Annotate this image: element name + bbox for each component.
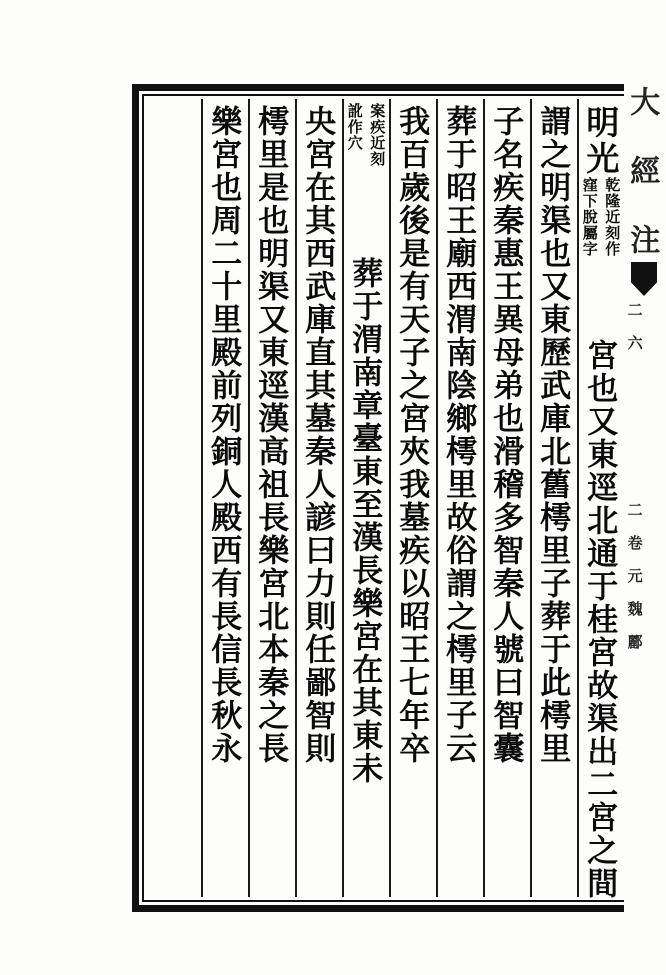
margin-volume-line: 二 卷 元 魏 酈 [625, 502, 644, 649]
column-1-heading: 明光 [581, 105, 621, 177]
text-column-8 [248, 99, 295, 897]
text-column-6 [342, 99, 389, 897]
commentary-right-half [367, 103, 390, 253]
text-column-7 [295, 99, 342, 897]
margin-book-title: 大 經 注 [624, 86, 660, 256]
text-column-1 [577, 99, 624, 900]
column-4-text: 葬于昭王廟西渭南陰鄉樗里故俗謂之樗里子云 [440, 105, 477, 765]
column-7-text: 央宮在其西武庫直其墓秦人諺曰力則任鄙智則 [299, 105, 336, 765]
text-column-5 [389, 99, 436, 897]
text-column-2 [530, 99, 577, 897]
column-8-text: 樗里是也明渠又東逕漢高祖長樂宮北本秦之長 [252, 105, 289, 765]
commentary-left-half [344, 103, 367, 253]
text-columns [149, 99, 624, 900]
page-frame [132, 84, 624, 912]
commentary-left-half [579, 177, 602, 337]
text-column-9 [201, 99, 248, 897]
fish-tail-mark [631, 262, 657, 296]
column-6-commentary-left: 訛作穴 [345, 103, 364, 151]
column-1-commentary-left: 窪下脫屬字 [580, 177, 599, 257]
column-6-text: 葬于渭南章臺東至漢長樂宮在其東未 [346, 257, 383, 785]
text-column-4 [436, 99, 483, 897]
column-3-text: 子名疾秦惠王異母弟也滑稽多智秦人號曰智囊 [487, 105, 524, 765]
text-column-3 [483, 99, 530, 897]
column-1-commentary [579, 177, 624, 337]
column-1-text: 宮也又東逕北通于桂宮故渠出二宮之間 [581, 339, 618, 900]
column-6-commentary-right: 案疾近刻 [368, 103, 387, 167]
page-margin-column [622, 84, 666, 912]
column-5-text: 我百歲後是有天子之宮夾我墓疾以昭王七年卒 [393, 105, 430, 765]
margin-page-number: 二 六 [625, 302, 644, 350]
commentary-right-half [602, 177, 625, 337]
column-9-text: 樂宮也周二十里殿前列銅人殿西有長信長秋永 [205, 105, 242, 765]
column-1-commentary-right: 乾隆近刻作 [603, 177, 622, 257]
column-6-commentary [344, 103, 389, 253]
column-2-text: 謂之明渠也又東歷武庫北舊樗里子葬于此樗里 [534, 105, 571, 765]
